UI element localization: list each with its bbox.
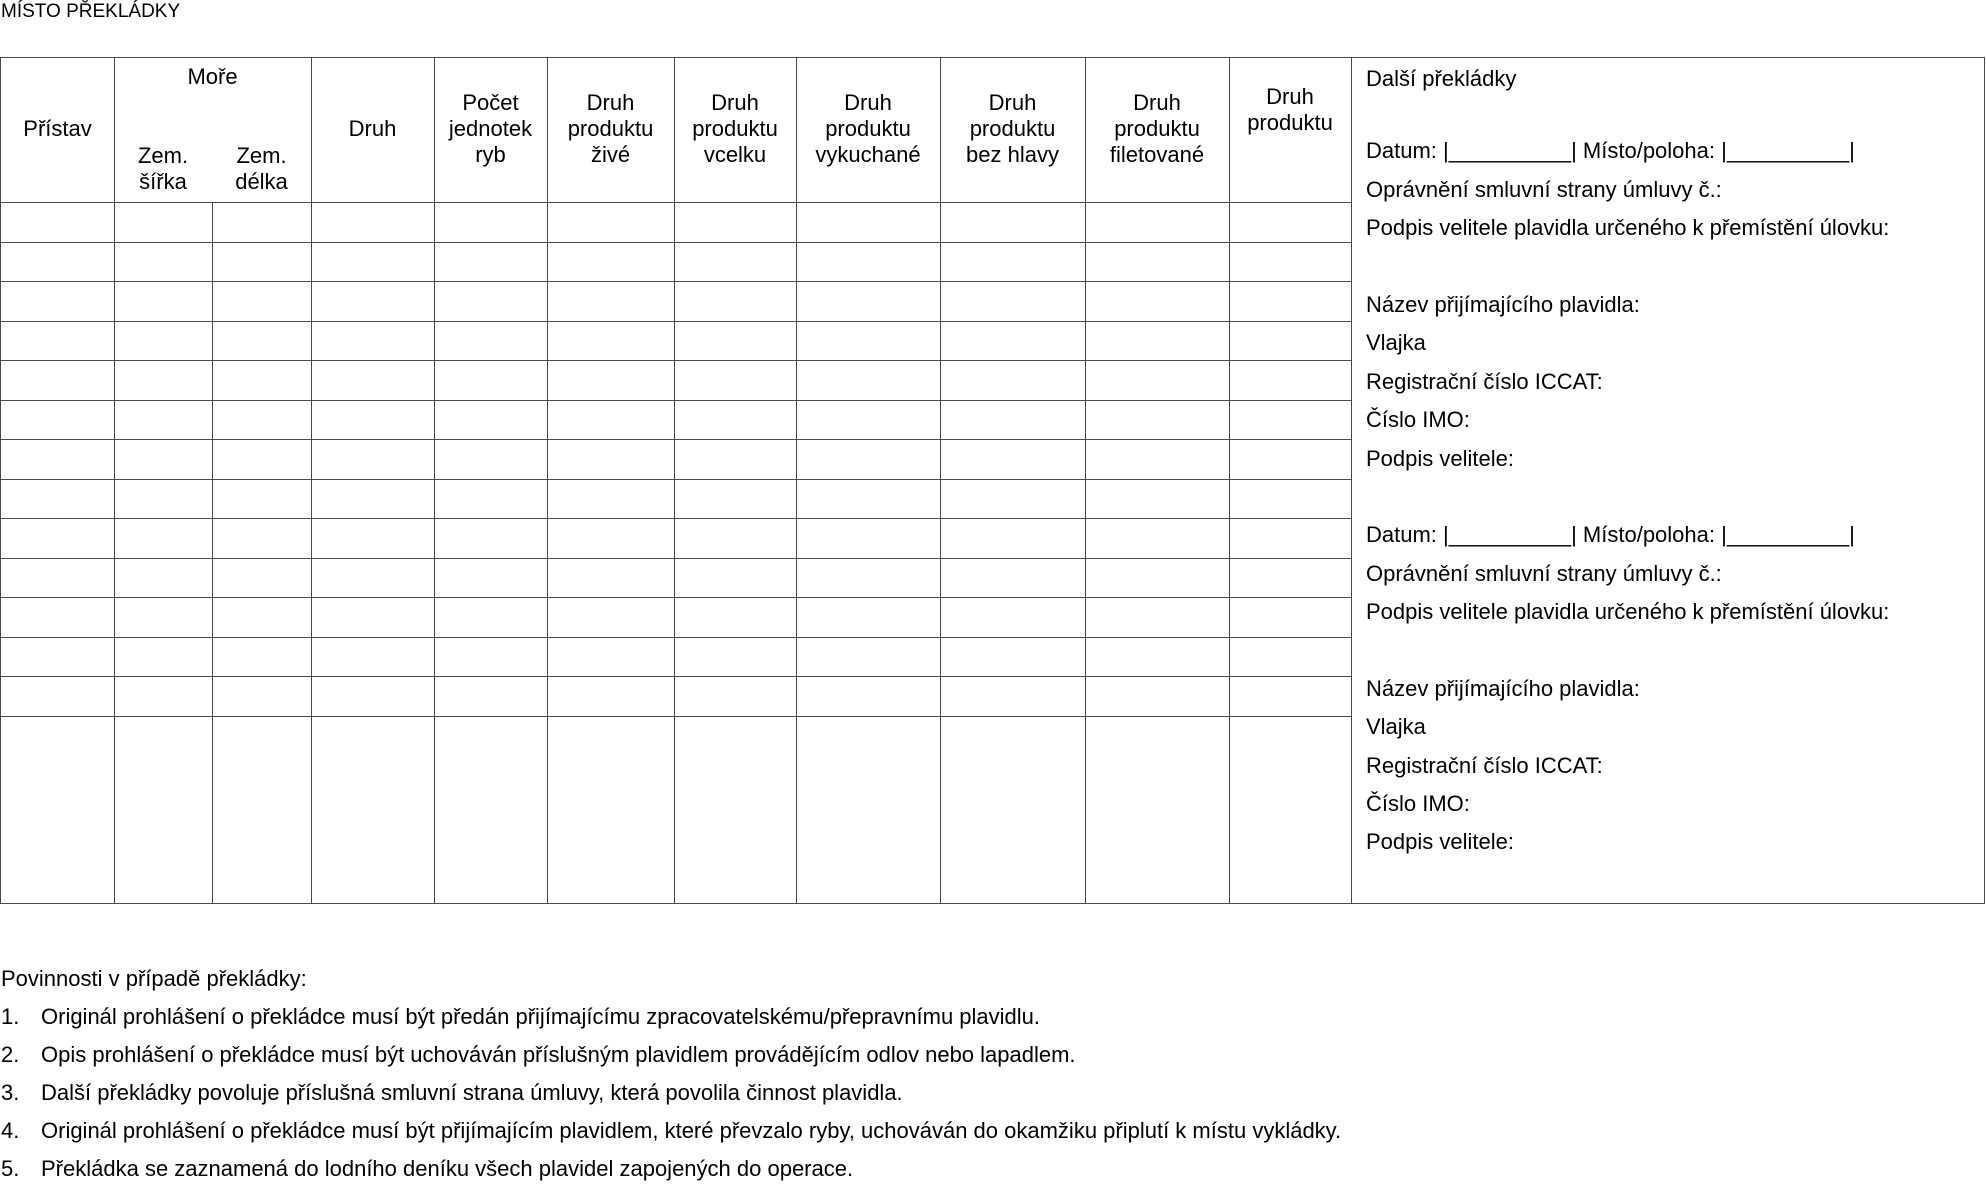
row-divider bbox=[1, 637, 1351, 638]
list-item-number: 1. bbox=[1, 1004, 20, 1029]
list-item-text: Překládka se zaznamená do lodního deníku všech plavidel zapojených do operace. bbox=[41, 1156, 854, 1181]
header-produkt-vykuchane: Druh produktu vykuchané bbox=[815, 90, 921, 167]
list-item-number: 2. bbox=[1, 1042, 20, 1067]
imo-number-line: Číslo IMO: bbox=[1366, 791, 1470, 817]
list-item bbox=[1, 1112, 1901, 1150]
row-divider bbox=[1, 479, 1351, 480]
header-produkt: Druh produktu bbox=[1247, 84, 1333, 135]
row-divider bbox=[1, 360, 1351, 361]
list-item-text: Další překládky povoluje příslušná smluvní strana úmluvy, která povolila činnost plavidla. bbox=[41, 1080, 903, 1105]
column-divider bbox=[674, 58, 675, 903]
transfer-signature-line: Podpis velitele plavidla určeného k přemístění úlovku: bbox=[1366, 215, 1890, 241]
header-more: Moře bbox=[187, 64, 238, 89]
column-divider bbox=[940, 58, 941, 903]
date-location-line: Datum: |__________| Místo/poloha: |__________| bbox=[1366, 138, 1855, 164]
receiving-vessel-name-line: Název přijímajícího plavidla: bbox=[1366, 675, 1640, 701]
list-item-text: Originál prohlášení o překládce musí být přijímajícím plavidlem, které převzalo ryby, uchováván do okamžiku připlutí k místu vykládky. bbox=[41, 1118, 1342, 1143]
list-item-number: 5. bbox=[1, 1156, 20, 1181]
obligations-section bbox=[1, 960, 1901, 1188]
header-zem-sirka: Zem. šířka bbox=[137, 143, 189, 194]
master-signature-line: Podpis velitele: bbox=[1366, 829, 1514, 855]
header-pocet-jednotek: Počet jednotek ryb bbox=[448, 90, 533, 167]
header-druh: Druh bbox=[348, 116, 397, 141]
receiving-vessel-name-line: Název přijímajícího plavidla: bbox=[1366, 291, 1640, 317]
header-row-divider bbox=[1, 202, 1351, 203]
list-item bbox=[1, 1036, 1901, 1074]
iccat-number-line: Registrační číslo ICCAT: bbox=[1366, 752, 1603, 778]
header-produkt-bez-hlavy: Druh produktu bez hlavy bbox=[966, 90, 1059, 167]
column-divider bbox=[1229, 58, 1230, 903]
row-divider bbox=[1, 558, 1351, 559]
imo-number-line: Číslo IMO: bbox=[1366, 407, 1470, 433]
header-zem-delka: Zem. délka bbox=[235, 143, 288, 194]
list-item bbox=[1, 998, 1901, 1036]
iccat-number-line: Registrační číslo ICCAT: bbox=[1366, 368, 1603, 394]
list-item-text: Originál prohlášení o překládce musí být předán přijímajícímu zpracovatelskému/přepravnímu plavidlu. bbox=[41, 1004, 1041, 1029]
transfer-signature-line: Podpis velitele plavidla určeného k přemístění úlovku: bbox=[1366, 599, 1890, 625]
row-divider bbox=[1, 716, 1351, 717]
transshipment-form-table bbox=[0, 57, 1985, 904]
row-divider bbox=[1, 321, 1351, 322]
flag-line: Vlajka bbox=[1366, 330, 1426, 356]
column-divider bbox=[311, 58, 312, 903]
column-divider bbox=[796, 58, 797, 903]
list-item-number: 3. bbox=[1, 1080, 20, 1105]
row-divider bbox=[1, 518, 1351, 519]
list-item bbox=[1, 1150, 1901, 1188]
header-produkt-filetovane: Druh produktu filetované bbox=[1109, 90, 1205, 167]
row-divider bbox=[1, 439, 1351, 440]
list-item-text: Opis prohlášení o překládce musí být uchováván příslušným plavidlem provádějícím odlov nebo lapadlem. bbox=[41, 1042, 1076, 1067]
further-transshipments-panel bbox=[1366, 64, 1976, 862]
authorization-line: Oprávnění smluvní strany úmluvy č.: bbox=[1366, 176, 1722, 202]
row-divider bbox=[1, 400, 1351, 401]
row-divider bbox=[1, 281, 1351, 282]
date-location-line: Datum: |__________| Místo/poloha: |__________| bbox=[1366, 522, 1855, 548]
header-produkt-vcelku: Druh produktu vcelku bbox=[692, 90, 778, 167]
column-divider bbox=[212, 203, 213, 903]
header-pristav: Přístav bbox=[23, 116, 92, 141]
page-title: MÍSTO PŘEKLÁDKY bbox=[1, 1, 181, 22]
column-divider bbox=[547, 58, 548, 903]
obligations-title: Povinnosti v případě překládky: bbox=[1, 966, 307, 991]
row-divider bbox=[1, 242, 1351, 243]
side-panel-divider bbox=[1351, 58, 1352, 903]
list-item-number: 4. bbox=[1, 1118, 20, 1143]
list-item bbox=[1, 1074, 1901, 1112]
row-divider bbox=[1, 676, 1351, 677]
side-panel-heading: Další překládky bbox=[1366, 66, 1517, 91]
row-divider bbox=[1, 597, 1351, 598]
authorization-line: Oprávnění smluvní strany úmluvy č.: bbox=[1366, 560, 1722, 586]
master-signature-line: Podpis velitele: bbox=[1366, 445, 1514, 471]
header-produkt-zive: Druh produktu živé bbox=[567, 90, 654, 167]
column-divider bbox=[1085, 58, 1086, 903]
column-divider bbox=[434, 58, 435, 903]
flag-line: Vlajka bbox=[1366, 714, 1426, 740]
